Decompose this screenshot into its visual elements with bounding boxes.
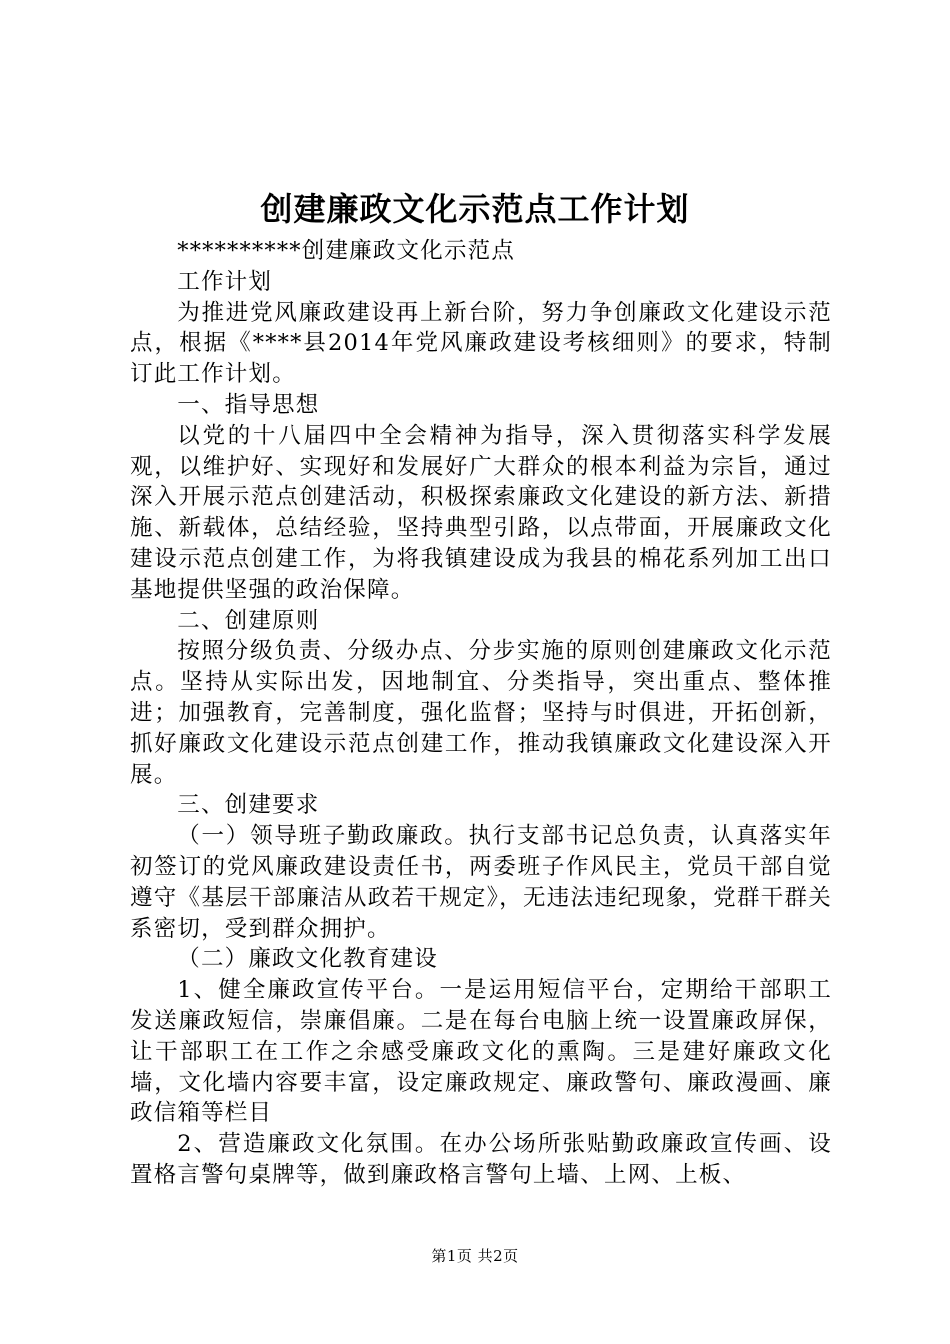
section-2-heading: 二、创建原则 [177,607,320,634]
section-2-paragraph: 按照分级负责、分级办点、分步实施的原则创建廉政文化示范点。坚持从实际出发，因地制宜、分类指导，突出重点、整体推进；加强教育，完善制度，强化监督；坚持与时俱进，开拓创新，抓好廉政文化建设示范点创建工作，推动我镇廉政文化建设深入开展。 [130,638,832,788]
document-title: 创建廉政文化示范点工作计划 [260,190,690,228]
intro-paragraph: 为推进党风廉政建设再上新台阶，努力争创廉政文化建设示范点，根据《****县2014年党风廉政建设考核细则》的要求，特制订此工作计划。 [130,299,832,388]
section-3-item-1: （一）领导班子勤政廉政。执行支部书记总负责，认真落实年初签订的党风廉政建设责任书，两委班子作风民主，党员干部自觉遵守《基层干部廉洁从政若干规定》，无违法违纪现象，党群干群关系密切，受到群众拥护。 [130,823,832,942]
section-3-item-2-point-1: 1、健全廉政宣传平台。一是运用短信平台，定期给干部职工发送廉政短信，崇廉倡廉。二是在每台电脑上统一设置廉政屏保，让干部职工在工作之余感受廉政文化的熏陶。三是建好廉政文化墙，文化墙内容要丰富，设定廉政规定、廉政警句、廉政漫画、廉政信箱等栏目 [130,977,832,1127]
subtitle-line-1: **********创建廉政文化示范点 [177,238,516,264]
section-1-heading: 一、指导思想 [177,391,320,418]
page-footer: 第1页 共2页 [431,1247,519,1265]
document-body [130,236,832,1191]
section-3-item-2-heading: （二）廉政文化教育建设 [177,946,438,973]
subtitle-line-2: 工作计划 [177,268,273,295]
section-3-item-2-point-2: 2、营造廉政文化氛围。在办公场所张贴勤政廉政宣传画、设置格言警句桌牌等，做到廉政格言警句上墙、上网、上板、 [130,1131,832,1188]
section-1-paragraph: 以党的十八届四中全会精神为指导，深入贯彻落实科学发展观，以维护好、实现好和发展好广大群众的根本利益为宗旨，通过深入开展示范点创建活动，积极探索廉政文化建设的新方法、新措施、新载体，总结经验，坚持典型引路，以点带面，开展廉政文化建设示范点创建工作，为将我镇建设成为我县的棉花系列加工出口基地提供坚强的政治保障。 [130,422,832,603]
section-3-heading: 三、创建要求 [177,792,320,819]
